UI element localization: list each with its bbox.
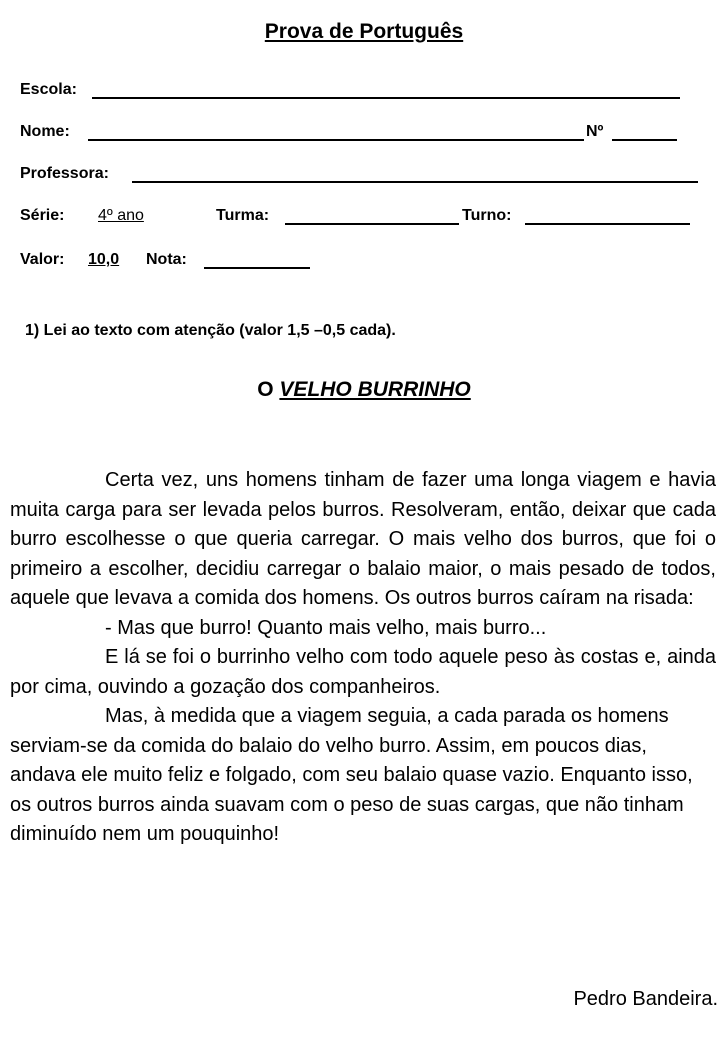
question-text: 1) Lei ao texto com atenção (valor 1,5 –0,5 cada).	[25, 322, 396, 339]
nome-label: Nome:	[20, 123, 70, 140]
story-title-prefix: O	[257, 378, 280, 401]
story-author: Pedro Bandeira.	[573, 988, 718, 1010]
story-paragraph: E lá se foi o burrinho velho com todo aquele peso às costas e, ainda por cima, ouvindo a gozação dos companheiros.	[10, 646, 716, 698]
turno-blank-line[interactable]	[525, 223, 690, 225]
serie-value: 4º ano	[98, 207, 144, 224]
turma-label: Turma:	[216, 207, 270, 224]
professora-blank-line[interactable]	[132, 181, 698, 183]
story-paragraph: Certa vez, uns homens tinham de fazer uma longa viagem e havia muita carga para ser levada pelos burros. Resolveram, então, deixar que cada burro escolhesse o que queria carregar. O mais velho dos burros, que foi o primeiro a escolher, decidiu carregar o balaio maior, o mais pesado de todos, aquele que levava a comida dos homens. Os outros burros caíram na risada:	[10, 469, 716, 609]
serie-label: Série:	[20, 207, 65, 224]
serie-turma-turno-row	[20, 206, 710, 230]
turno-label: Turno:	[462, 207, 512, 224]
escola-blank-line[interactable]	[92, 97, 680, 99]
story-paragraph: - Mas que burro! Quanto mais velho, mais burro...	[105, 616, 547, 639]
numero-blank-line[interactable]	[612, 139, 677, 141]
nota-blank-line[interactable]	[204, 267, 310, 269]
valor-value: 10,0	[88, 251, 120, 268]
nome-blank-line[interactable]	[88, 139, 584, 141]
numero-label: Nº	[586, 123, 604, 140]
story-body	[10, 466, 716, 850]
nome-row	[20, 122, 710, 146]
story-title	[0, 378, 728, 402]
valor-label: Valor:	[20, 251, 65, 268]
professora-row	[20, 164, 710, 188]
escola-label: Escola:	[20, 81, 77, 98]
nota-label: Nota:	[146, 251, 187, 268]
valor-nota-row	[20, 250, 710, 274]
turma-blank-line[interactable]	[285, 223, 459, 225]
page-title: Prova de Português	[264, 20, 464, 43]
story-paragraph: Mas, à medida que a viagem seguia, a cada parada os homens serviam-se da comida do balaio do velho burro. Assim, em poucos dias, andava ele muito feliz e folgado, com seu balaio quase vazio. Enquanto isso, os outros burros ainda suavam com o peso de suas cargas, que não tinham diminuído nem um pouquinho!	[10, 705, 693, 845]
escola-row	[20, 80, 710, 104]
story-title-underlined: VELHO BURRINHO	[279, 378, 471, 401]
professora-label: Professora:	[20, 165, 109, 182]
